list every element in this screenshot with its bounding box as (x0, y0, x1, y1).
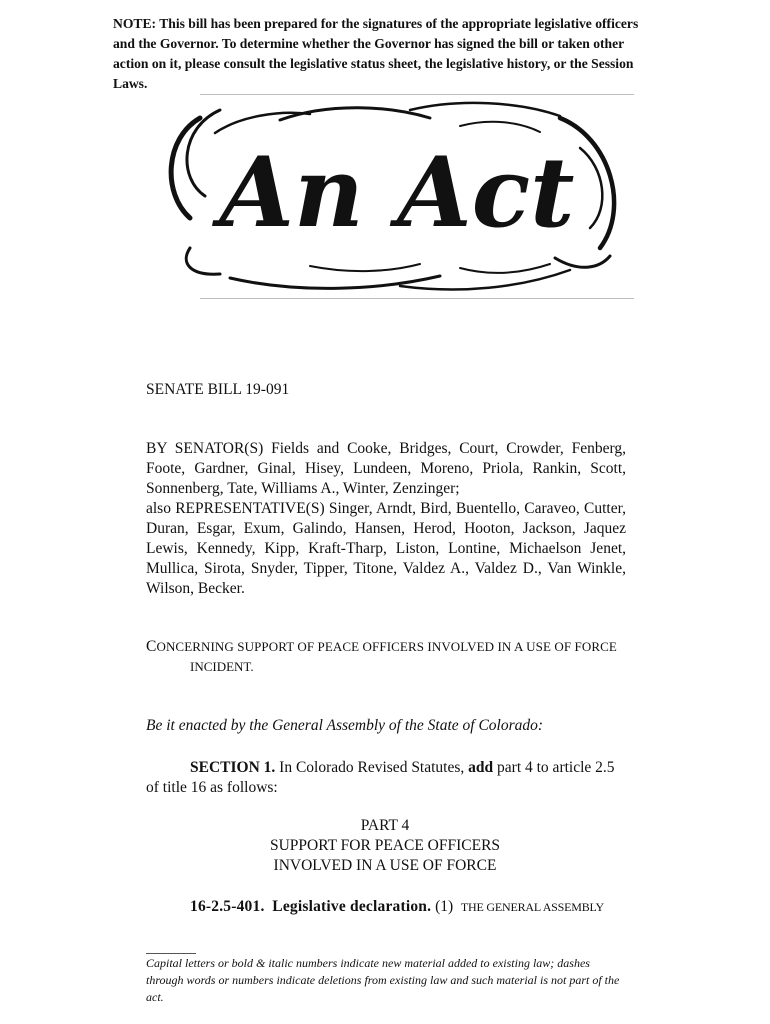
enacting-clause: Be it enacted by the General Assembly of the State of Colorado: (146, 717, 544, 734)
section-label: SECTION 1. (190, 759, 276, 776)
footnote: Capital letters or bold & italic numbers indicate new material added to existing law; dashes through words or numbers indicate deletions from existing law and such material is not part of the act. (146, 956, 620, 1004)
banner-top-rule (200, 94, 634, 95)
statute-subsection: (1) (435, 898, 454, 915)
house-sponsors: also REPRESENTATIVE(S) Singer, Arndt, Bird, Buentello, Caraveo, Cutter, Duran, Esgar, Exum, Galindo, Hansen, Herod, Hooton, Jackson, Jaquez Lewis, Kennedy, Kipp, Kraft-Tharp, Liston, Lontine, Michaelson Jenet, Mullica, Sirota, Snyder, Tipper, Titone, Valdez A., Valdez D., Van Winkle, Wilson, Becker. (146, 500, 626, 597)
footnote-rule (146, 953, 196, 954)
statute-text: THE GENERAL ASSEMBLY (460, 900, 604, 914)
statute-number: 16-2.5-401. (190, 898, 265, 915)
bill-title-line-2: INCIDENT. (190, 659, 254, 674)
section-add-keyword: add (468, 759, 494, 776)
bill-title-text: ONCERNING SUPPORT OF PEACE OFFICERS INVOLVED IN A USE OF FORCE (156, 639, 617, 654)
bill-number: SENATE BILL 19-091 (146, 381, 290, 398)
part-heading-line-2: SUPPORT FOR PEACE OFFICERS (269, 837, 501, 854)
statute-paragraph (190, 898, 604, 916)
section-text-a: In Colorado Revised Statutes, (275, 759, 469, 776)
statute-heading: Legislative declaration. (272, 898, 432, 915)
part-heading-line-3: INVOLVED IN A USE OF FORCE (273, 857, 497, 874)
sponsor-list (146, 439, 626, 599)
banner-bottom-rule (200, 298, 634, 299)
an-act-banner (160, 98, 635, 294)
bill-title-line-1 (146, 638, 617, 656)
senate-sponsors: BY SENATOR(S) Fields and Cooke, Bridges, Court, Crowder, Fenberg, Foote, Gardner, Ginal, Hisey, Lundeen, Moreno, Priola, Rankin, Scott, Sonnenberg, Tate, Williams A., Winter, Zenzinger; (146, 440, 626, 497)
part-heading-line-1: PART 4 (360, 817, 410, 834)
section-text-b: part 4 to article 2.5 of title 16 as follows: (146, 759, 615, 796)
section-1 (146, 758, 630, 798)
bill-title-initial: C (146, 638, 157, 655)
an-act-wordmark: An Act (219, 136, 575, 249)
signature-note: NOTE: This bill has been prepared for the signatures of the appropriate legislative officers and the Governor. To determine whether the Governor has signed the bill or taken other action on it, please consult the legislative status sheet, the legislative history, or the Session Laws. (113, 16, 639, 91)
